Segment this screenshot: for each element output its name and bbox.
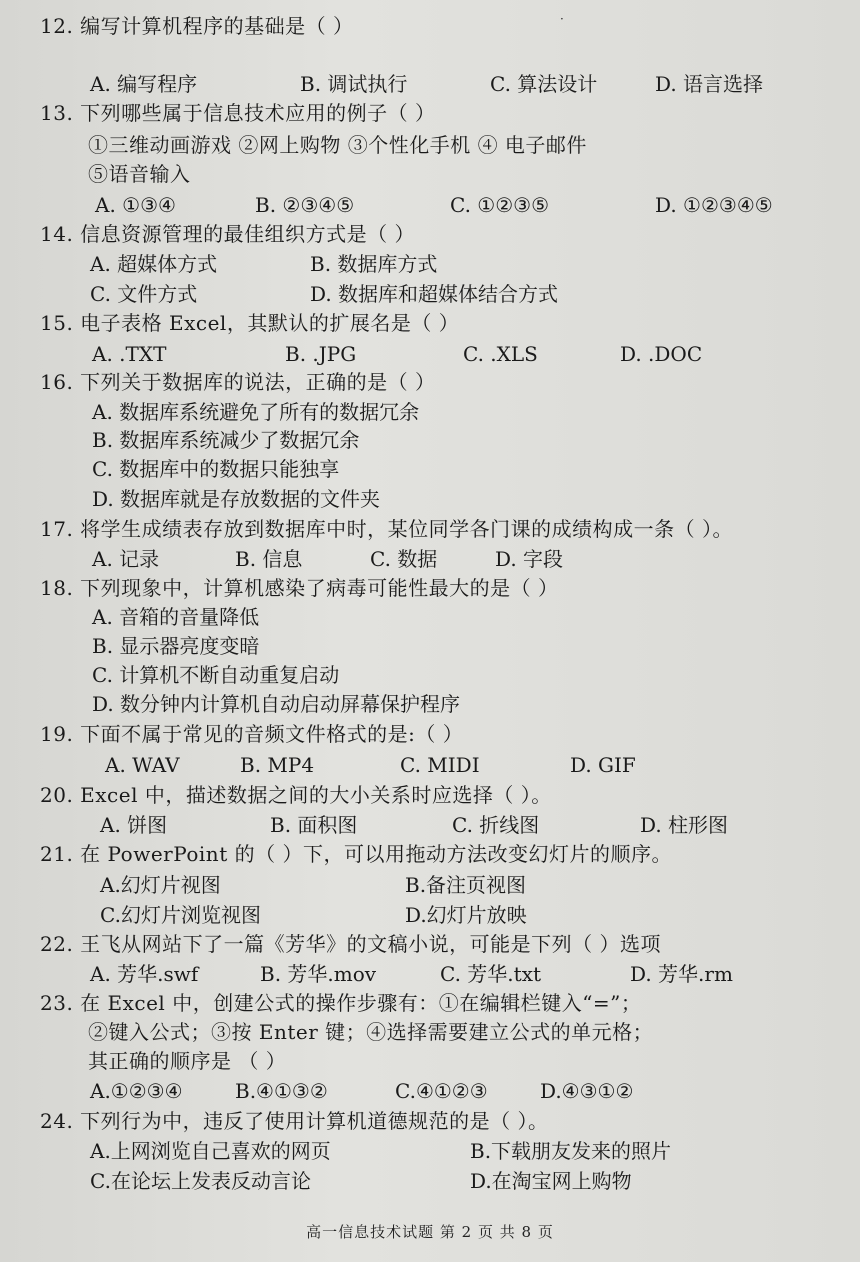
q17-option-d: D. 字段 <box>495 547 564 571</box>
q19-option-c: C. MIDI <box>400 753 480 777</box>
q13-option-c: C. ①②③⑤ <box>450 193 550 217</box>
q16-option-c: C. 数据库中的数据只能独享 <box>92 457 340 481</box>
question-21-stem: 21. 在 PowerPoint 的（ ）下，可以用拖动方法改变幻灯片的顺序。 <box>40 842 672 866</box>
q23-option-b: B.④①③② <box>235 1079 328 1103</box>
q21-option-d: D.幻灯片放映 <box>405 903 527 927</box>
q21-option-c: C.幻灯片浏览视图 <box>100 903 261 927</box>
q20-option-a: A. 饼图 <box>100 813 168 837</box>
q22-option-b: B. 芳华.mov <box>260 962 377 986</box>
q12-option-d: D. 语言选择 <box>655 72 764 96</box>
question-14-stem: 14. 信息资源管理的最佳组织方式是（ ） <box>40 222 416 246</box>
q24-option-a: A.上网浏览自己喜欢的网页 <box>90 1139 331 1163</box>
q24-option-d: D.在淘宝网上购物 <box>470 1169 632 1193</box>
question-24-stem: 24. 下列行为中，违反了使用计算机道德规范的是（ ）。 <box>40 1109 549 1133</box>
q23-steps-line3: 其正确的顺序是 （ ） <box>88 1049 287 1073</box>
q17-option-a: A. 记录 <box>92 547 160 571</box>
question-19-stem: 19. 下面不属于常见的音频文件格式的是:（ ） <box>40 722 464 746</box>
q19-option-d: D. GIF <box>570 753 636 777</box>
q22-option-d: D. 芳华.rm <box>630 962 733 986</box>
q16-option-a: A. 数据库系统避免了所有的数据冗余 <box>92 400 420 424</box>
q22-option-c: C. 芳华.txt <box>440 962 542 986</box>
q19-option-b: B. MP4 <box>240 753 315 777</box>
q14-option-a: A. 超媒体方式 <box>90 252 218 276</box>
q14-option-c: C. 文件方式 <box>90 282 198 306</box>
question-23-stem: 23. 在 Excel 中，创建公式的操作步骤有：①在编辑栏键入“=”； <box>40 991 642 1015</box>
q18-option-c: C. 计算机不断自动重复启动 <box>92 663 340 687</box>
q17-option-c: C. 数据 <box>370 547 438 571</box>
q24-option-c: C.在论坛上发表反动言论 <box>90 1169 311 1193</box>
q16-option-b: B. 数据库系统减少了数据冗余 <box>92 428 360 452</box>
q24-option-b: B.下载朋友发来的照片 <box>470 1139 672 1163</box>
q18-option-a: A. 音箱的音量降低 <box>92 605 260 629</box>
scan-mark: · <box>560 12 564 26</box>
q19-option-a: A. WAV <box>105 753 180 777</box>
q21-option-a: A.幻灯片视图 <box>100 873 221 897</box>
question-22-stem: 22. 王飞从网站下了一篇《芳华》的文稿小说，可能是下列（ ）选项 <box>40 932 662 956</box>
question-17-stem: 17. 将学生成绩表存放到数据库中时，某位同学各门课的成绩构成一条（ ）。 <box>40 517 734 541</box>
q13-option-a: A. ①③④ <box>95 193 176 217</box>
q23-option-a: A.①②③④ <box>90 1079 183 1103</box>
q13-option-d: D. ①②③④⑤ <box>655 193 773 217</box>
q14-option-b: B. 数据库方式 <box>310 252 438 276</box>
question-20-stem: 20. Excel 中，描述数据之间的大小关系时应选择（ ）。 <box>40 783 552 807</box>
q12-option-b: B. 调试执行 <box>300 72 408 96</box>
q13-items-line1: ①三维动画游戏 ②网上购物 ③个性化手机 ④ 电子邮件 <box>88 133 587 157</box>
question-18-stem: 18. 下列现象中，计算机感染了病毒可能性最大的是（ ） <box>40 576 559 600</box>
q15-option-d: D. .DOC <box>620 342 703 366</box>
q20-option-d: D. 柱形图 <box>640 813 729 837</box>
q16-option-d: D. 数据库就是存放数据的文件夹 <box>92 487 381 511</box>
question-13-stem: 13. 下列哪些属于信息技术应用的例子（ ） <box>40 101 436 125</box>
q23-option-d: D.④③①② <box>540 1079 634 1103</box>
q23-option-c: C.④①②③ <box>395 1079 488 1103</box>
q14-option-d: D. 数据库和超媒体结合方式 <box>310 282 559 306</box>
question-12-stem: 12. 编写计算机程序的基础是（ ） <box>40 14 354 38</box>
q22-option-a: A. 芳华.swf <box>90 962 199 986</box>
q23-steps-line2: ②键入公式；③按 Enter 键；④选择需要建立公式的单元格； <box>88 1020 654 1044</box>
q13-items-line2: ⑤语音输入 <box>88 162 191 186</box>
q21-option-b: B.备注页视图 <box>405 873 527 897</box>
q15-option-a: A. .TXT <box>92 342 167 366</box>
q12-option-a: A. 编写程序 <box>90 72 198 96</box>
q17-option-b: B. 信息 <box>235 547 303 571</box>
question-15-stem: 15. 电子表格 Excel，其默认的扩展名是（ ） <box>40 311 460 335</box>
q20-option-c: C. 折线图 <box>452 813 540 837</box>
question-16-stem: 16. 下列关于数据库的说法，正确的是（ ） <box>40 370 436 394</box>
q15-option-c: C. .XLS <box>463 342 538 366</box>
q18-option-d: D. 数分钟内计算机自动启动屏幕保护程序 <box>92 692 461 716</box>
q15-option-b: B. .JPG <box>285 342 357 366</box>
q12-option-c: C. 算法设计 <box>490 72 598 96</box>
page-footer: 高一信息技术试题 第 2 页 共 8 页 <box>306 1223 554 1241</box>
q20-option-b: B. 面积图 <box>270 813 358 837</box>
q13-option-b: B. ②③④⑤ <box>255 193 355 217</box>
q18-option-b: B. 显示器亮度变暗 <box>92 634 260 658</box>
